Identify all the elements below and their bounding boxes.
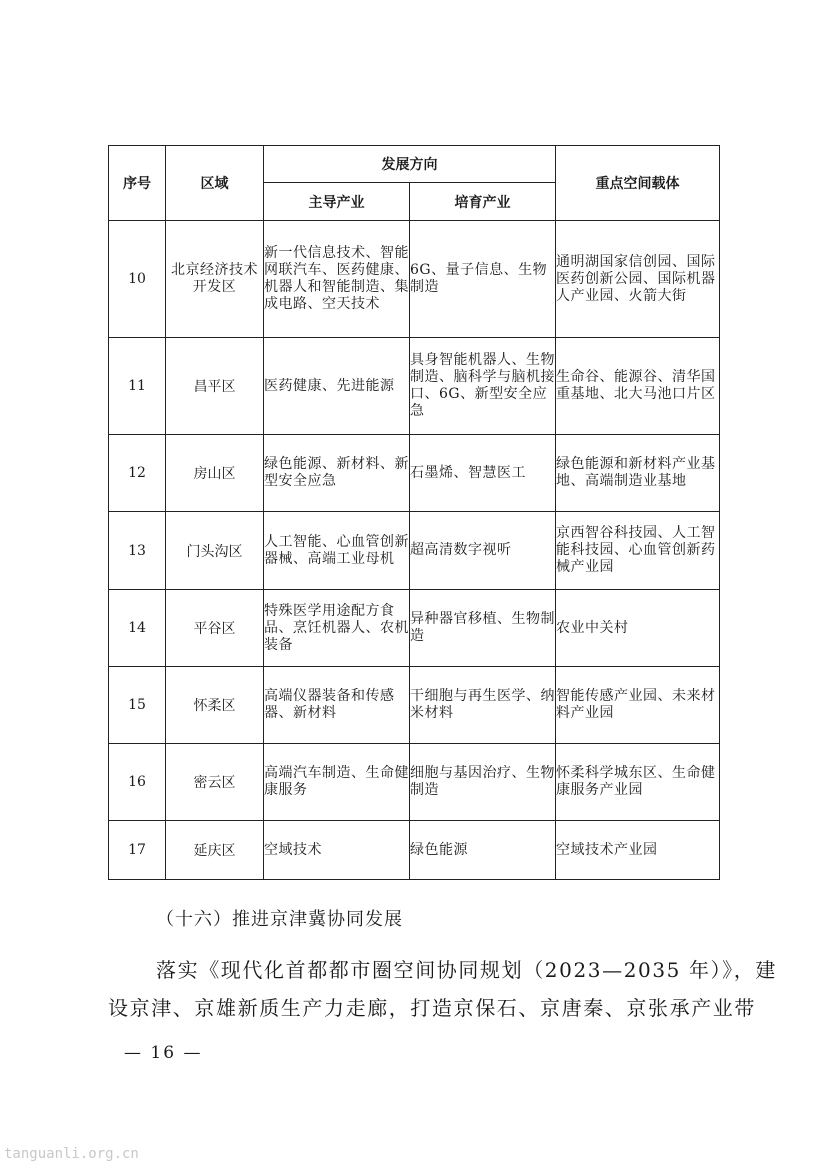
table-row: [109, 744, 720, 821]
row-number: 17: [109, 821, 166, 880]
row-carrier: 生命谷、能源谷、清华国重基地、北大马池口片区: [556, 338, 720, 435]
table-row: [109, 435, 720, 512]
row-region: 密云区: [166, 744, 264, 821]
row-carrier: 京西智谷科技园、人工智能科技园、心血管创新药械产业园: [556, 512, 720, 590]
row-carrier: 绿色能源和新材料产业基地、高端制造业基地: [556, 435, 720, 512]
header-region: 区域: [166, 146, 264, 221]
header-cultivating: 培育产业: [410, 183, 556, 221]
industry-table: [108, 145, 720, 880]
page-number: — 16 —: [124, 1043, 203, 1063]
row-leading: 绿色能源、新材料、新型安全应急: [264, 435, 410, 512]
row-number: 14: [109, 590, 166, 667]
row-number: 10: [109, 221, 166, 338]
header-direction: 发展方向: [264, 146, 556, 183]
row-number: 12: [109, 435, 166, 512]
section-heading: （十六）推进京津冀协同发展: [156, 909, 403, 930]
row-carrier: 通明湖国家信创园、国际医药创新公园、国际机器人产业园、火箭大街: [556, 221, 720, 338]
row-cultivating: 6G、量子信息、生物制造: [410, 221, 556, 338]
row-region: 平谷区: [166, 590, 264, 667]
row-leading: 高端汽车制造、生命健康服务: [264, 744, 410, 821]
row-region: 怀柔区: [166, 667, 264, 744]
row-carrier: 空域技术产业园: [556, 821, 720, 880]
row-cultivating: 具身智能机器人、生物制造、脑科学与脑机接口、6G、新型安全应急: [410, 338, 556, 435]
row-leading: 高端仪器装备和传感器、新材料: [264, 667, 410, 744]
header-leading: 主导产业: [264, 183, 410, 221]
watermark: tanguanli.org.cn: [4, 1146, 139, 1162]
row-cultivating: 绿色能源: [410, 821, 556, 880]
header-carrier: 重点空间载体: [556, 146, 720, 221]
row-leading: 新一代信息技术、智能网联汽车、医药健康、机器人和智能制造、集成电路、空天技术: [264, 221, 410, 338]
row-leading: 医药健康、先进能源: [264, 338, 410, 435]
header-seq: 序号: [109, 146, 166, 221]
row-region: 昌平区: [166, 338, 264, 435]
row-leading: 空域技术: [264, 821, 410, 880]
row-region: 延庆区: [166, 821, 264, 880]
row-leading: 特殊医学用途配方食品、烹饪机器人、农机装备: [264, 590, 410, 667]
table-row: [109, 821, 720, 880]
row-region: 北京经济技术开发区: [166, 221, 264, 338]
paragraph-line: 设京津、京雄新质生产力走廊，打造京保石、京唐秦、京张承产业带: [108, 996, 756, 1020]
table-row: [109, 221, 720, 338]
row-number: 11: [109, 338, 166, 435]
row-carrier: 怀柔科学城东区、生命健康服务产业园: [556, 744, 720, 821]
row-region: 房山区: [166, 435, 264, 512]
row-leading: 人工智能、心血管创新器械、高端工业母机: [264, 512, 410, 590]
row-cultivating: 细胞与基因治疗、生物制造: [410, 744, 556, 821]
row-carrier: 农业中关村: [556, 590, 720, 667]
row-cultivating: 石墨烯、智慧医工: [410, 435, 556, 512]
paragraph-line: 落实《现代化首都都市圈空间协同规划（2023—2035 年）》，建: [156, 958, 777, 982]
row-cultivating: 干细胞与再生医学、纳米材料: [410, 667, 556, 744]
table-row: [109, 512, 720, 590]
row-cultivating: 超高清数字视听: [410, 512, 556, 590]
table-row: [109, 667, 720, 744]
row-number: 13: [109, 512, 166, 590]
row-number: 15: [109, 667, 166, 744]
row-carrier: 智能传感产业园、未来材料产业园: [556, 667, 720, 744]
row-number: 16: [109, 744, 166, 821]
table-row: [109, 338, 720, 435]
row-region: 门头沟区: [166, 512, 264, 590]
table-row: [109, 590, 720, 667]
row-cultivating: 异种器官移植、生物制造: [410, 590, 556, 667]
